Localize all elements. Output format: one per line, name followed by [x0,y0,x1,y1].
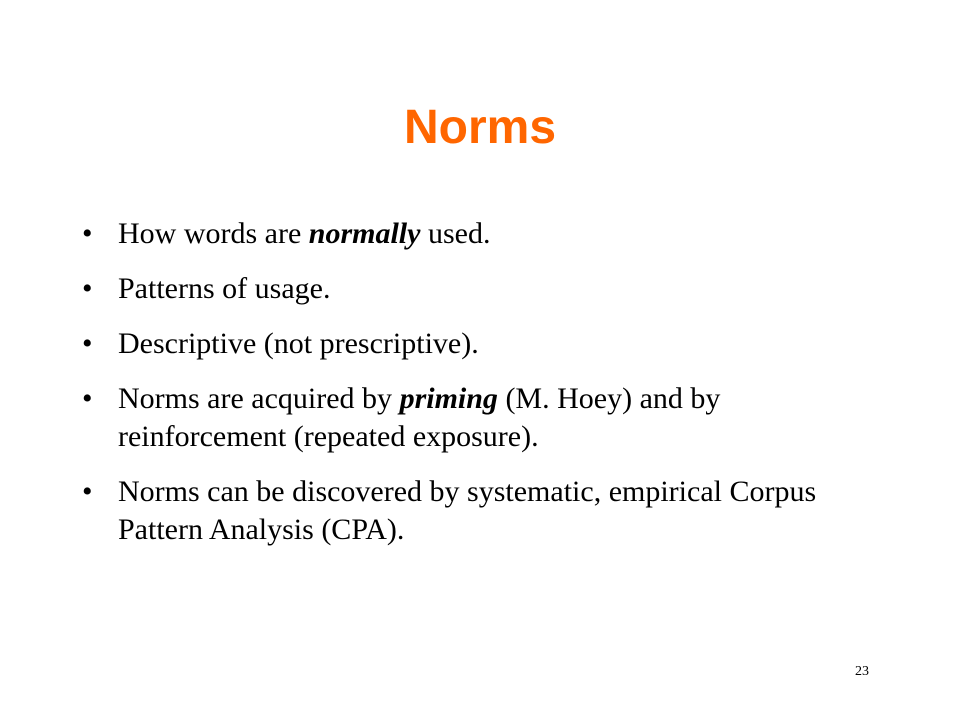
bullet-text-part: Norms can be discovered by systematic, empirical Corpus Pattern Analysis (CPA). [118,475,817,546]
bullet-item [78,380,878,456]
bullet-text-part: How words are [118,217,309,250]
bullet-emphasis: priming [399,382,498,415]
bullet-marker: • [82,272,93,305]
bullet-marker: • [82,475,93,508]
bullet-emphasis: normally [308,217,421,250]
page-number: 23 [855,664,869,679]
bullet-item [78,473,878,549]
bullet-text [118,272,330,305]
bullet-marker: • [82,382,93,415]
bullet-text-part: Norms are acquired by [118,382,400,415]
bullet-marker: • [82,217,93,250]
bullet-item [78,325,878,363]
bullet-text [118,382,720,453]
bullet-text-part: Patterns of usage. [118,272,331,305]
bullet-text-part: (M. Hoey) and by reinforcement (repeated exposure). [118,382,721,453]
bullet-text [118,217,490,250]
slide-title: Norms [403,101,557,154]
bullet-text-part: Descriptive (not prescriptive). [118,327,479,360]
bullet-marker: • [82,327,93,360]
bullet-list [78,215,878,566]
bullet-text [118,327,479,360]
bullet-item [78,215,878,253]
bullet-text [118,475,816,546]
bullet-item [78,270,878,308]
bullet-text-part: used. [420,217,491,250]
